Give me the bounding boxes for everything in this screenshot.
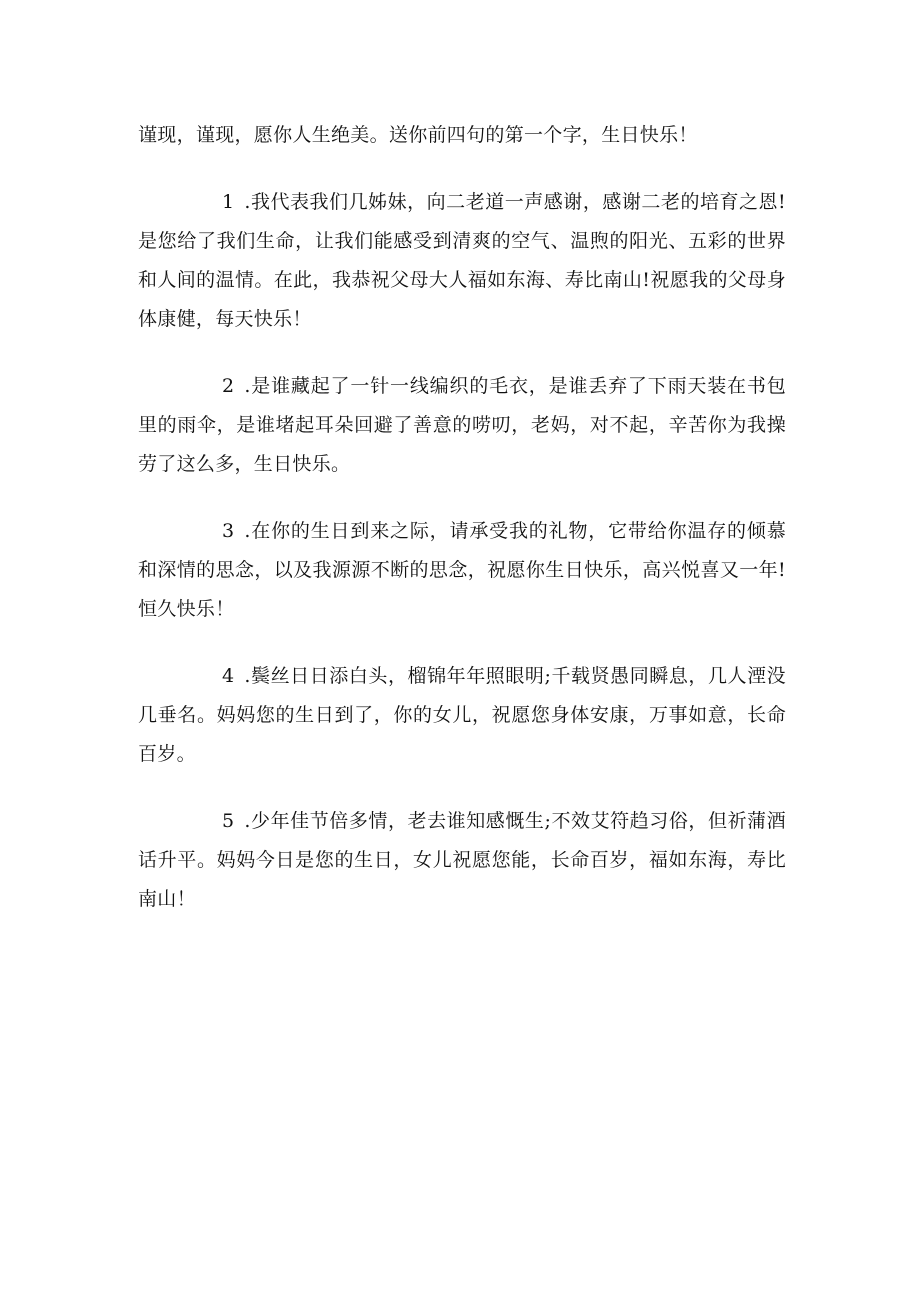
paragraph-text: .是谁藏起了一针一线编织的毛衣，是谁丢弃了下雨天装在书包里的雨伞，是谁堵起耳朵回避了善意的唠叨，老妈，对不起，辛苦你为我操劳了这么多，生日快乐。 — [138, 375, 786, 475]
wish-paragraph-4 — [138, 657, 786, 774]
wish-paragraph-1 — [138, 183, 786, 339]
wish-paragraph-5 — [138, 802, 786, 919]
paragraph-number: 4 — [222, 665, 235, 687]
paragraph-text: .鬓丝日日添白头，榴锦年年照眼明;千载贤愚同瞬息，几人湮没几垂名。妈妈您的生日到了，你的女儿，祝愿您身体安康，万事如意，长命百岁。 — [138, 665, 786, 765]
paragraph-text: .少年佳节倍多情，老去谁知感慨生;不效艾符趋习俗，但祈蒲酒话升平。妈妈今日是您的生日，女儿祝愿您能，长命百岁，福如东海，寿比南山！ — [138, 810, 786, 910]
paragraph-text: .在你的生日到来之际，请承受我的礼物，它带给你温存的倾慕和深情的思念，以及我源源不断的思念，祝愿你生日快乐，高兴悦喜又一年!恒久快乐！ — [138, 520, 786, 620]
paragraph-text: .我代表我们几姊妹，向二老道一声感谢，感谢二老的培育之恩!是您给了我们生命，让我们能感受到清爽的空气、温煦的阳光、五彩的世界和人间的温情。在此，我恭祝父母大人福如东海、寿比南山!祝愿我的父母身体康健，每天快乐！ — [138, 191, 786, 330]
paragraph-number: 2 — [222, 375, 235, 397]
wish-paragraph-2 — [138, 367, 786, 484]
paragraph-number: 3 — [222, 520, 235, 542]
paragraph-number: 5 — [222, 810, 235, 832]
wish-paragraph-3 — [138, 512, 786, 629]
intro-paragraph — [138, 116, 786, 155]
paragraph-number: 1 — [222, 191, 235, 213]
paragraph-text: 谨现，谨现，愿你人生绝美。送你前四句的第一个字，生日快乐！ — [138, 124, 698, 146]
document-body — [138, 116, 786, 947]
